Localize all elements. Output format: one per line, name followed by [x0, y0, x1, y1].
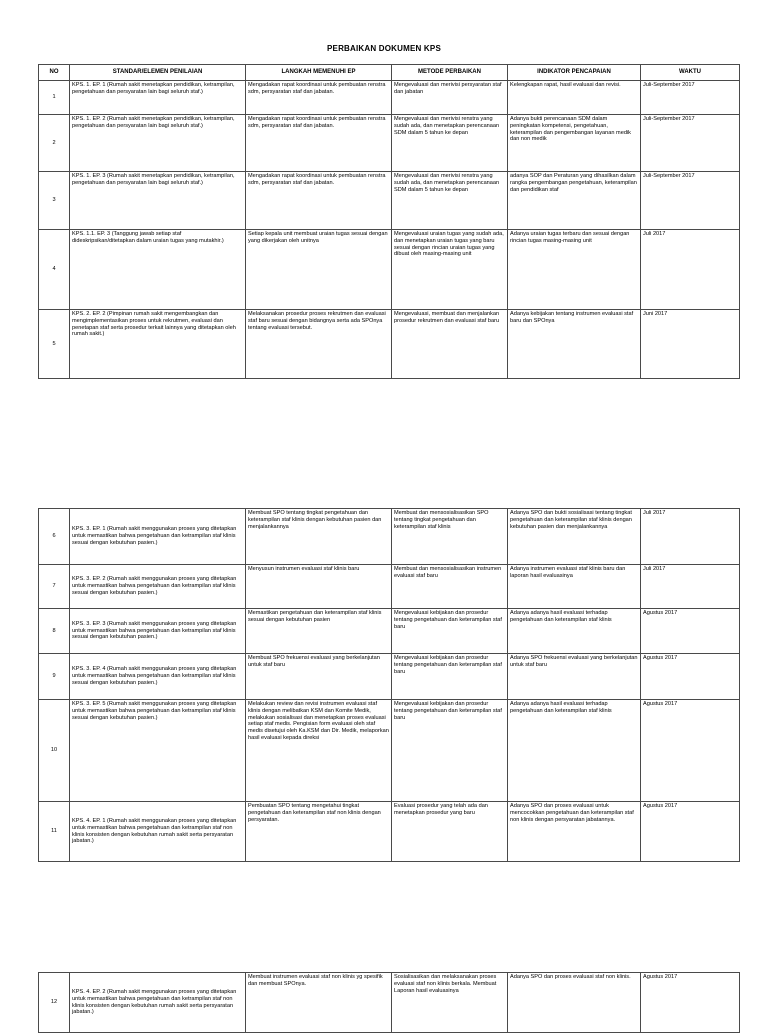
row-langkah: Membuat SPO frekuensi evaluasi yang berkelanjutan untuk staf baru	[246, 654, 392, 700]
header-indikator: INDIKATOR PENCAPAIAN	[508, 65, 641, 81]
row-metode: Evaluasi prosedur yang telah ada dan menetapkan prosedur yang baru	[392, 802, 508, 862]
row-standar: KPS. 1.1. EP. 3 (Tanggung jawab setiap staf dideskripsikan/ditetapkan dalam uraian tugas yang mutakhir.)	[70, 230, 246, 310]
row-langkah: Membuat instrumen evaluasi staf non klinis yg spesifik dan membuat SPOnya.	[246, 973, 392, 1033]
table-row	[39, 700, 740, 802]
document-title: PERBAIKAN DOKUMEN KPS	[327, 44, 441, 53]
table-header-row	[39, 65, 740, 81]
row-indikator: Adanya bukti perencanaan SDM dalam peningkatan kompetensi, pengetahuan, keterampilan dan pengembangan layanan medik dan non medik	[508, 115, 641, 172]
table-row	[39, 609, 740, 654]
table-row	[39, 565, 740, 609]
row-waktu: Agustus 2017	[641, 700, 740, 802]
row-no: 11	[39, 802, 70, 862]
table-row	[39, 115, 740, 172]
row-waktu: Juli 2017	[641, 565, 740, 609]
row-langkah: Mengadakan rapat koordinasi untuk pembuatan renstra sdm, persyaratan staf dan jabatan.	[246, 115, 392, 172]
row-indikator: Adanya SPO dan proses evaluasi untuk mencocokkan pengetahuan dan keterampilan staf non klinis dengan persyaratan jabatannya.	[508, 802, 641, 862]
table-row	[39, 81, 740, 115]
row-metode: Mengevaluasi kebijakan dan prosedur tentang pengetahuan dan keterampilan staf baru	[392, 609, 508, 654]
header-langkah: LANGKAH MEMENUHI EP	[246, 65, 392, 81]
row-standar: KPS. 1. EP. 3 (Rumah sakit menetapkan pendidikan, ketrampilan, pengetahuan dan persyaratan lain bagi seluruh staf.)	[70, 172, 246, 230]
row-langkah: Mengadakan rapat koordinasi untuk pembuatan renstra sdm, persyaratan staf dan jabatan.	[246, 81, 392, 115]
row-langkah: Melaksanakan prosedur proses rekrutmen dan evaluasi staf baru sesuai dengan bidangnya serta ada SPOnya tentang evaluasi tersebut.	[246, 310, 392, 379]
header-standar: STANDAR/ELEMEN PENILAIAN	[70, 65, 246, 81]
row-langkah: Memastikan pengetahuan dan keterampilan staf klinis sesuai dengan kebutuhan pasien	[246, 609, 392, 654]
table-row	[39, 802, 740, 862]
row-metode: Mengevaluasi dan merivisi persyaratan staf dan jabatan	[392, 81, 508, 115]
row-waktu: Agustus 2017	[641, 609, 740, 654]
row-indikator: Adanya kebijakan tentang instrumen evaluasi staf baru dan SPOnya	[508, 310, 641, 379]
row-no: 2	[39, 115, 70, 172]
row-no: 1	[39, 81, 70, 115]
row-waktu: Juli 2017	[641, 230, 740, 310]
row-standar: KPS. 3. EP. 1 (Rumah sakit menggunakan proses yang ditetapkan untuk memastikan bahwa pengetahuan dan ketrampilan staf klinis sesuai dengan kebutuhan pasien.)	[70, 509, 246, 565]
row-metode: Mengevaluasi kebijakan dan prosedur tentang pengetahuan dan keterampilan staf baru	[392, 654, 508, 700]
row-no: 9	[39, 654, 70, 700]
row-standar: KPS. 1. EP. 2 (Rumah sakit menetapkan pendidikan, ketrampilan, pengetahuan dan persyaratan lain bagi seluruh staf.)	[70, 115, 246, 172]
row-indikator: Adanya instrumen evaluasi staf klinis baru dan laporan hasil evaluasinya	[508, 565, 641, 609]
row-indikator: Adanya SPO dan bukti sosialisasi tentang tingkat pengetahuan dan keterampilan staf klinis dengan kebutuhan pasien dan menjalankannya	[508, 509, 641, 565]
row-waktu: Juli-September 2017	[641, 115, 740, 172]
row-metode: Mengevaluasi dan merivisi renstra yang sudah ada, dan menetapkan perencanaan SDM dalam 5 tahun ke depan	[392, 172, 508, 230]
row-no: 5	[39, 310, 70, 379]
row-indikator: Adanya SPO frekuensi evaluasi yang berkelanjutan untuk staf baru	[508, 654, 641, 700]
table-row	[39, 230, 740, 310]
row-metode: Mengevaluasi uraian tugas yang sudah ada, dan menetapkan uraian tugas yang baru sesuai dengan rincian uraian tugas yang dibuat oleh masing-masing unit	[392, 230, 508, 310]
row-standar: KPS. 1. EP. 1 (Rumah sakit menetapkan pendidikan, ketrampilan, pengetahuan dan persyaratan lain bagi seluruh staf.)	[70, 81, 246, 115]
row-metode: Membuat dan mensosialisasikan SPO tentang tingkat pengetahuan dan keterampilan staf klinis	[392, 509, 508, 565]
row-no: 7	[39, 565, 70, 609]
row-metode: Mengevaluasi dan merivisi renstra yang sudah ada, dan menetapkan perencanaan SDM dalam 5 tahun ke depan	[392, 115, 508, 172]
row-metode: Mengevaluasi, membuat dan menjalankan prosedur rekrutmen dan evaluasi staf baru	[392, 310, 508, 379]
header-no: NO	[39, 65, 70, 81]
row-no: 6	[39, 509, 70, 565]
row-waktu: Juli 2017	[641, 509, 740, 565]
row-standar: KPS. 3. EP. 3 (Rumah sakit menggunakan proses yang ditetapkan untuk memastikan bahwa pengetahuan dan ketrampilan staf klinis sesuai dengan kebutuhan pasien.)	[70, 609, 246, 654]
row-waktu: Juni 2017	[641, 310, 740, 379]
row-indikator: Adanya SPO dan proses evaluasi staf non klinis.	[508, 973, 641, 1033]
row-standar: KPS. 4. EP. 2 (Rumah sakit menggunakan proses yang ditetapkan untuk memastikan bahwa pengetahuan dan ketrampilan staf non klinis konsisten dengan kebutuhan rumah sakit serta persyaratan jabatan.)	[70, 973, 246, 1033]
row-no: 10	[39, 700, 70, 802]
header-metode: METODE PERBAIKAN	[392, 65, 508, 81]
table-kps-part-1	[38, 64, 740, 379]
row-langkah: Melakukan review dan revisi instrumen evaluasi staf klinis dengan melibatkan KSM dan Komite Medik, melakukan sosialisasi dan menetapkan proses evaluasi setiap staf medis. Pengisian form evaluasi oleh staf medis disetujui oleh Ka.KSM dan Dir. Medik, melaporkan hasil evaluasi kepada direksi	[246, 700, 392, 802]
table-row	[39, 509, 740, 565]
row-waktu: Agustus 2017	[641, 802, 740, 862]
row-no: 12	[39, 973, 70, 1033]
row-langkah: Pembuatan SPO tentang mengetahui tingkat pengetahuan dan keterampilan staf non klinis dengan persyaratan.	[246, 802, 392, 862]
row-indikator: Adanya adanya hasil evaluasi terhadap pengetahuan dan keterampilan staf klinis	[508, 609, 641, 654]
row-no: 3	[39, 172, 70, 230]
row-standar: KPS. 4. EP. 1 (Rumah sakit menggunakan proses yang ditetapkan untuk memastikan bahwa pengetahuan dan ketrampilan staf non klinis konsisten dengan kebutuhan rumah sakit serta persyaratan jabatan.)	[70, 802, 246, 862]
row-langkah: Menyusun instrumen evaluasi staf klinis baru	[246, 565, 392, 609]
row-langkah: Mengadakan rapat koordinasi untuk pembuatan renstra sdm, persyaratan staf dan jabatan.	[246, 172, 392, 230]
row-indikator: Kelengkapan rapat, hasil evaluasi dan revisi.	[508, 81, 641, 115]
row-standar: KPS. 2. EP. 2 (Pimpinan rumah sakit mengembangkan dan mengimplementasikan proses untuk rekrutmen, evaluasi dan penetapan staf serta prosedur terkait lainnya yang ditetapkan oleh rumah sakit.)	[70, 310, 246, 379]
row-indikator: Adanya adanya hasil evaluasi terhadap pengetahuan dan keterampilan staf klinis	[508, 700, 641, 802]
row-no: 8	[39, 609, 70, 654]
row-standar: KPS. 3. EP. 2 (Rumah sakit menggunakan proses yang ditetapkan untuk memastikan bahwa pengetahuan dan ketrampilan staf klinis sesuai dengan kebutuhan pasien.)	[70, 565, 246, 609]
row-indikator: adanya SOP dan Peraturan yang dihasilkan dalam rangka pengembangan pengetahuan, keterampilan dan pendidikan staf	[508, 172, 641, 230]
row-no: 4	[39, 230, 70, 310]
row-metode: Mengevaluasi kebijakan dan prosedur tentang pengetahuan dan keterampilan staf baru	[392, 700, 508, 802]
row-waktu: Juli-September 2017	[641, 172, 740, 230]
row-standar: KPS. 3. EP. 4 (Rumah sakit menggunakan proses yang ditetapkan untuk memastikan bahwa pengetahuan dan ketrampilan staf klinis sesuai dengan kebutuhan pasien.)	[70, 654, 246, 700]
header-waktu: WAKTU	[641, 65, 740, 81]
row-waktu: Agustus 2017	[641, 654, 740, 700]
row-metode: Membuat dan mensosialisasikan instrumen evaluasi staf baru	[392, 565, 508, 609]
table-row	[39, 172, 740, 230]
table-row	[39, 310, 740, 379]
row-langkah: Membuat SPO tentang tingkat pengetahuan dan keterampilan staf klinis dengan kebutuhan pasien dan menjalankannya	[246, 509, 392, 565]
row-metode: Sosialisasikan dan melaksanakan proses evaluasi staf non klinis berkala. Membuat Laporan hasil evaluasinya	[392, 973, 508, 1033]
table-kps-part-2	[38, 508, 740, 862]
row-standar: KPS. 3. EP. 5 (Rumah sakit menggunakan proses yang ditetapkan untuk memastikan bahwa pengetahuan dan ketrampilan staf klinis sesuai dengan kebutuhan pasien.)	[70, 700, 246, 802]
row-waktu: Agustus 2017	[641, 973, 740, 1033]
row-indikator: Adanya uraian tugas terbaru dan sesuai dengan rincian tugas masing-masing unit	[508, 230, 641, 310]
table-row	[39, 654, 740, 700]
row-langkah: Setiap kepala unit membuat uraian tugas sesuai dengan yang dikerjakan oleh unitnya	[246, 230, 392, 310]
row-waktu: Juli-September 2017	[641, 81, 740, 115]
